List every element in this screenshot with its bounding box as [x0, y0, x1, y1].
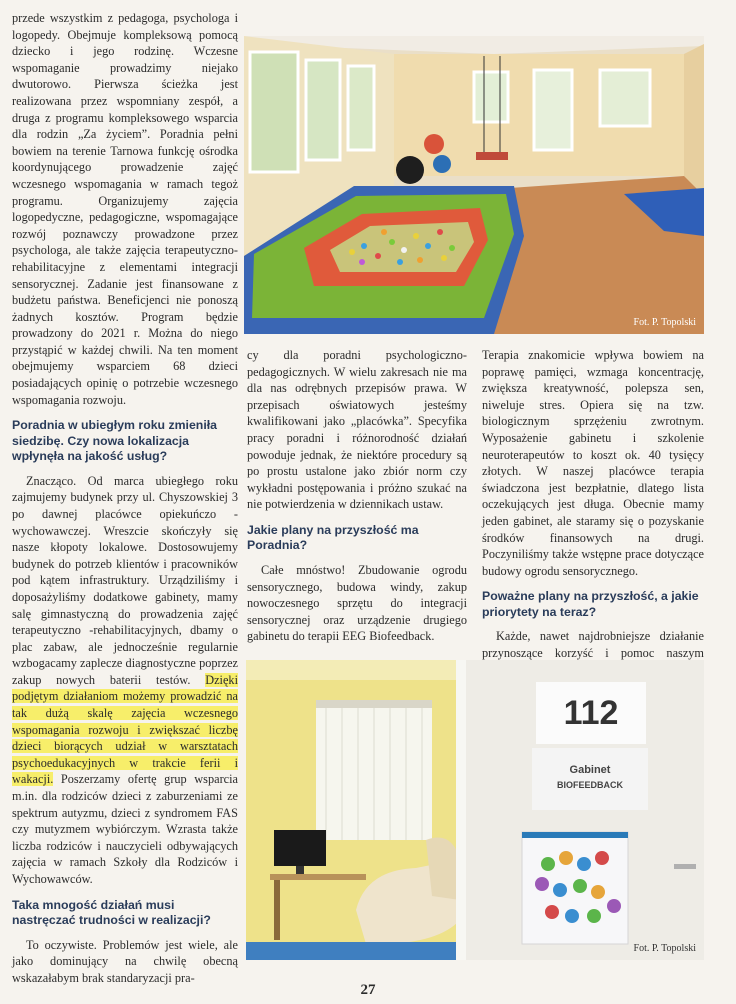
paragraph: przede wszystkim z pedagoga, psychologa i logopedy. Obejmuje kompleksową pomocą dziecko i jego rodzinę. Wczesne wspomaganie prowadzimy niejako dwutorowo. Pierwsza ścieżka jest realizowana przez wspomniany zespół, a druga z programu kompleksowego wsparcia dla rodzin „Za życiem”. Poradnia pełni bowiem na terenie Tarnowa funkcję ośrodka koordynującego prowadzenie zajęć wczesnego wspomagania w ramach tegoż programu. Organizujemy zajęcia logopedyczne, pedagogiczne, wspomagające rozwój poznawczy prowadzone przez psychologa, ale także zajęcia terapeutyczno-rehabilitacyjne z elementami integracji sensorycznej. Zadanie jest finansowane z budżetu państwa. Beneficjenci nie ponoszą żadnych kosztów. Program będzie prowadzony do 2021 r. Można do niego przystąpić w każdej chwili. Na ten moment obejmujemy wsparciem 68 dzieci posiadających opinię o potrzebie wczesnego wspomagania rozwoju. — [12, 11, 238, 407]
paragraph: Całe mnóstwo! Zbudowanie ogrodu sensorycznego, budowa windy, zakup nowoczesnego sprzętu do integracji sensorycznej oraz urządzenie drugiego gabinetu do terapii EEG Biofeedback. — [247, 562, 467, 644]
column-3 — [482, 347, 704, 678]
photo-biofeedback-room — [246, 660, 704, 960]
cabinet-sign — [532, 748, 648, 810]
sign-label: BIOFEEDBACK — [556, 780, 623, 790]
photo-credit: Fot. P. Topolski — [633, 317, 696, 328]
question-heading: Poradnia w ubiegłym roku zmieniła siedzibę. Czy nowa lokalizacja wpłynęła na jakość usług? — [12, 418, 217, 464]
paragraph: Terapia znakomicie wpływa bowiem na poprawę pamięci, wzmaga koncentrację, zwiększa kreatywność, polepsza sen, niweluje stres. Opiera się na tzw. biologicznym sprzężeniu zwrotnym. Wyposażenie gabinetu i szkolenie neuroterapeutów to koszt ok. 40 tysięcy złotych. W naszej placówce terapia świadczona jest bezpłatnie, dlatego lista oczekujących jest długa. Obecnie mamy jeden gabinet, ale staramy się o pozyskanie środków finansowych na drugi. Poczyniliśmy także wstępne prace dotyczące budowy ogrodu sensorycznego. — [482, 348, 704, 578]
photo-sensory-room — [244, 36, 704, 334]
room-number-sign — [536, 682, 646, 744]
column-1 — [12, 10, 238, 986]
page-number: 27 — [360, 982, 376, 998]
question-heading: Taka mnogość działań musi nastręczać trudności w realizacji? — [12, 897, 211, 928]
photo-credit: Fot. P. Topolski — [633, 943, 696, 954]
highlighted-text: Dzięki podjętym działaniom możemy prowadzić na tak dużą skalę zajęcia wczesnego wspomagania rozwoju i zwiększać liczbę dzieci biorących udział w warsztatach psychoedukacyjnych w trakcie ferii i wakacji. — [12, 672, 238, 787]
question-heading: Jakie plany na przyszłość ma Poradnia? — [247, 522, 419, 553]
column-2 — [247, 347, 467, 645]
sensory-room-illustration — [244, 36, 704, 334]
room-number: 112 — [563, 693, 619, 732]
paragraph: cy dla poradni psychologiczno-pedagogicznych. W wielu zakresach nie ma dla nas odrębnych przepisów prawa. W przepisach oświatowych jesteśmy kwalifikowani jako „placówka”. Specyfika pracy poradni i różnorodność działań powoduje jednak, że niektóre procedury są po prostu ustalone jako zbiór norm czy wykładni postępowania i próżno szukać na nie potwierdzenia w dziennikach ustaw. — [247, 348, 467, 512]
sign-label: Gabinet — [569, 764, 611, 776]
paragraph: Każde, nawet najdrobniejsze działanie przynoszące korzyść i pomoc naszym — [482, 629, 704, 660]
paragraph: Znacząco. Od marca ubiegłego roku zajmujemy budynek przy ul. Chyszowskiej 3 po dawnej placówce opiekuńczo -wychowawczej. Wreszcie skończyły się nasze kłopoty lokalowe. Dostosowujemy budynek do potrzeb klientów i pracowników pod kątem infrastruktury. Urządziliśmy i doposażyliśmy dodatkowe gabinety, mamy salę gimnastyczną do prowadzenia zajęć terapeutyczno -rehabilitacyjnych, dbamy o plac zabaw, ale jednocześnie regularnie wzbogacamy zaplecze diagnostyczne poprzez zakup nowych baterii testów. Dzięki podjętym działaniom możemy prowadzić na tak dużą skalę zajęcia wczesnego wspomagania rozwoju i zwiększać liczbę dzieci biorących udział w warsztatach psychoedukacyjnych w trakcie ferii i wakacji. Poszerzamy ofertę grup wsparcia m.in. dla rodziców dzieci z zaburzeniami ze spektrum autyzmu, dzieci z syndromem FAS czy mutyzmem wybiórczym. Wzrasta także liczba rodziców i nauczycieli odbywających zajęcia w ramach Szkoły dla Rodziców i Wychowawców. — [12, 473, 238, 886]
paragraph: To oczywiste. Problemów jest wiele, ale jako dominujący na chwilę obecną wskazałabym brak standaryzacji pra- — [12, 937, 238, 985]
question-heading: Poważne plany na przyszłość, a jakie priorytety na teraz? — [482, 589, 699, 619]
